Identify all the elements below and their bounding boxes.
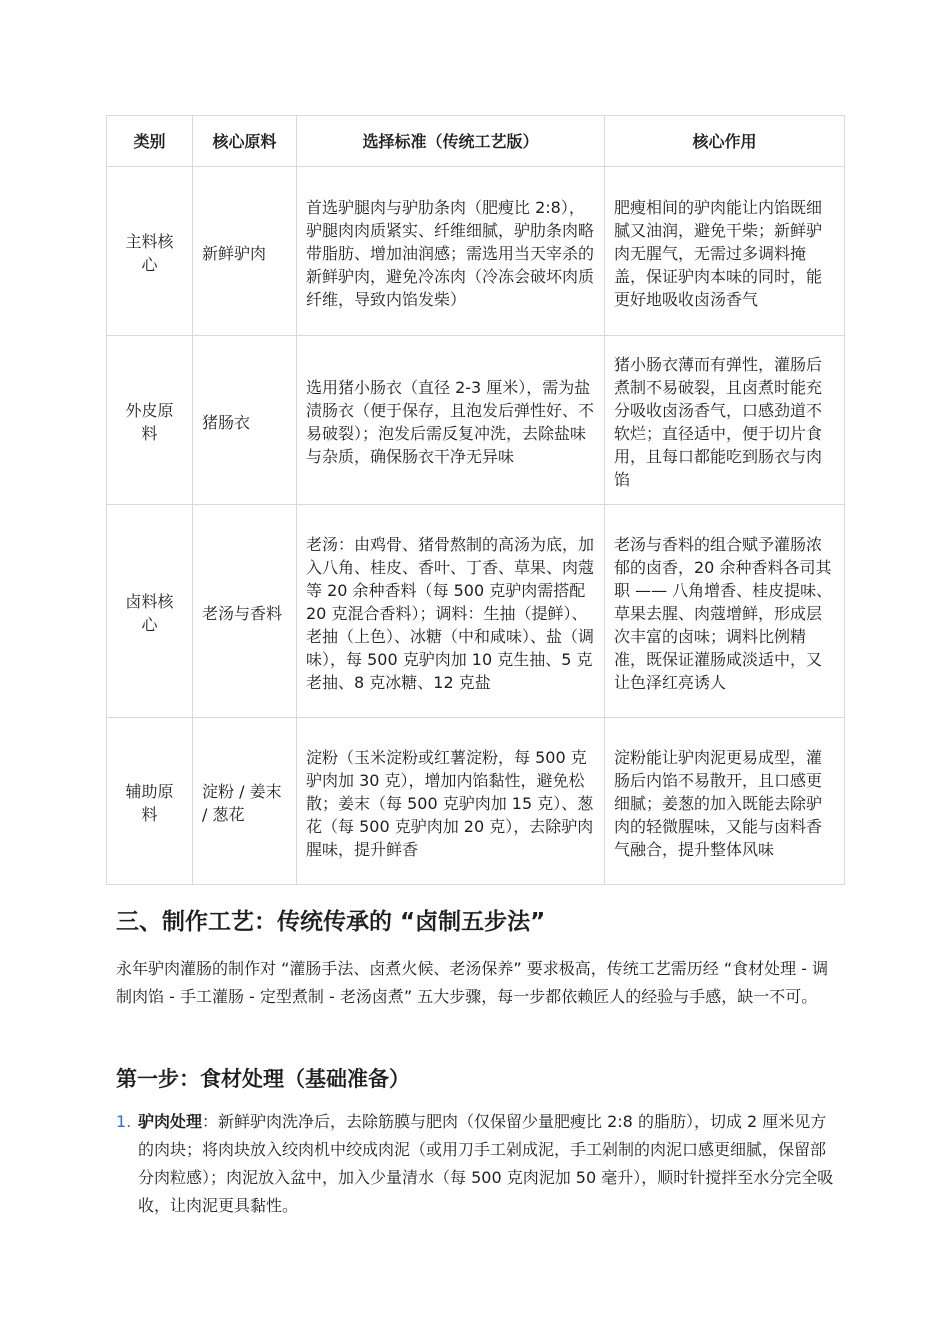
- cell-standard: 淀粉（玉米淀粉或红薯淀粉，每 500 克驴肉加 30 克），增加内馅黏性，避免松散；姜末（每 500 克驴肉加 15 克）、葱花（每 500 克驴肉加 20 克），去除驴肉腥味，提升鲜香: [297, 718, 605, 885]
- table-row: [107, 336, 845, 505]
- table-header-row: [107, 116, 845, 167]
- step1-title: 第一步：食材处理（基础准备）: [116, 1067, 410, 1091]
- table-row: [107, 505, 845, 718]
- header-category: 类别: [107, 116, 193, 167]
- step1-list: [116, 1108, 838, 1220]
- table-row: [107, 718, 845, 885]
- cell-role: 老汤与香料的组合赋予灌肠浓郁的卤香，20 余种香料各司其职 —— 八角增香、桂皮提味、草果去腥、肉蔻增鲜，形成层次丰富的卤味；调料比例精准，既保证灌肠咸淡适中，又让色泽红亮诱人: [605, 505, 845, 718]
- cell-material: 新鲜驴肉: [193, 167, 297, 336]
- cell-material: 淀粉 / 姜末 / 葱花: [193, 718, 297, 885]
- header-role: 核心作用: [605, 116, 845, 167]
- header-material: 核心原料: [193, 116, 297, 167]
- section-intro: 永年驴肉灌肠的制作对 “灌肠手法、卤煮火候、老汤保养” 要求极高，传统工艺需历经 “食材处理 - 调制肉馅 - 手工灌肠 - 定型煮制 - 老汤卤煮” 五大步骤，每一步都依赖匠人的经验与手感，缺一不可。: [116, 959, 829, 1006]
- cell-role: 淀粉能让驴肉泥更易成型，灌肠后内馅不易散开，且口感更细腻；姜葱的加入既能去除驴肉的轻微腥味，又能与卤料香气融合，提升整体风味: [605, 718, 845, 885]
- cell-standard: 选用猪小肠衣（直径 2-3 厘米），需为盐渍肠衣（便于保存，且泡发后弹性好、不易破裂）；泡发后需反复冲洗，去除盐味与杂质，确保肠衣干净无异味: [297, 336, 605, 505]
- list-number: 1.: [116, 1112, 132, 1131]
- list-item-text: ：新鲜驴肉洗净后，去除筋膜与肥肉（仅保留少量肥瘦比 2:8 的脂肪），切成 2 厘米见方的肉块；将肉块放入绞肉机中绞成肉泥（或用刀手工剁成泥，手工剁制的肉泥口感更细腻，保留部分肉粒感）；肉泥放入盆中，加入少量清水（每 500 克肉泥加 50 毫升），顺时针搅拌至水分完全吸收，让肉泥更具黏性。: [138, 1112, 834, 1215]
- cell-category: 卤料核心: [107, 505, 193, 718]
- section-title: 三、制作工艺：传统传承的 “卤制五步法”: [116, 909, 546, 935]
- list-item-label: 驴肉处理: [138, 1112, 203, 1131]
- cell-material: 猪肠衣: [193, 336, 297, 505]
- table-row: [107, 167, 845, 336]
- cell-standard: 首选驴腿肉与驴肋条肉（肥瘦比 2:8），驴腿肉肉质紧实、纤维细腻，驴肋条肉略带脂肪、增加油润感；需选用当天宰杀的新鲜驴肉，避免冷冻肉（冷冻会破坏肉质纤维，导致内馅发柴）: [297, 167, 605, 336]
- cell-role: 猪小肠衣薄而有弹性，灌肠后煮制不易破裂，且卤煮时能充分吸收卤汤香气，口感劲道不软烂；直径适中，便于切片食用，且每口都能吃到肠衣与肉馅: [605, 336, 845, 505]
- cell-category: 外皮原料: [107, 336, 193, 505]
- list-item: [116, 1108, 838, 1220]
- cell-role: 肥瘦相间的驴肉能让内馅既细腻又油润，避免干柴；新鲜驴肉无腥气，无需过多调料掩盖，保证驴肉本味的同时，能更好地吸收卤汤香气: [605, 167, 845, 336]
- cell-standard: 老汤：由鸡骨、猪骨熬制的高汤为底，加入八角、桂皮、香叶、丁香、草果、肉蔻等 20 余种香料（每 500 克驴肉需搭配 20 克混合香料）；调料：生抽（提鲜）、老抽（上色）、冰糖（中和咸味）、盐（调味），每 500 克驴肉加 10 克生抽、5 克老抽、8 克冰糖、12 克盐: [297, 505, 605, 718]
- header-standard: 选择标准（传统工艺版）: [297, 116, 605, 167]
- ingredients-table: [106, 115, 845, 885]
- cell-material: 老汤与香料: [193, 505, 297, 718]
- cell-category: 辅助原料: [107, 718, 193, 885]
- cell-category: 主料核心: [107, 167, 193, 336]
